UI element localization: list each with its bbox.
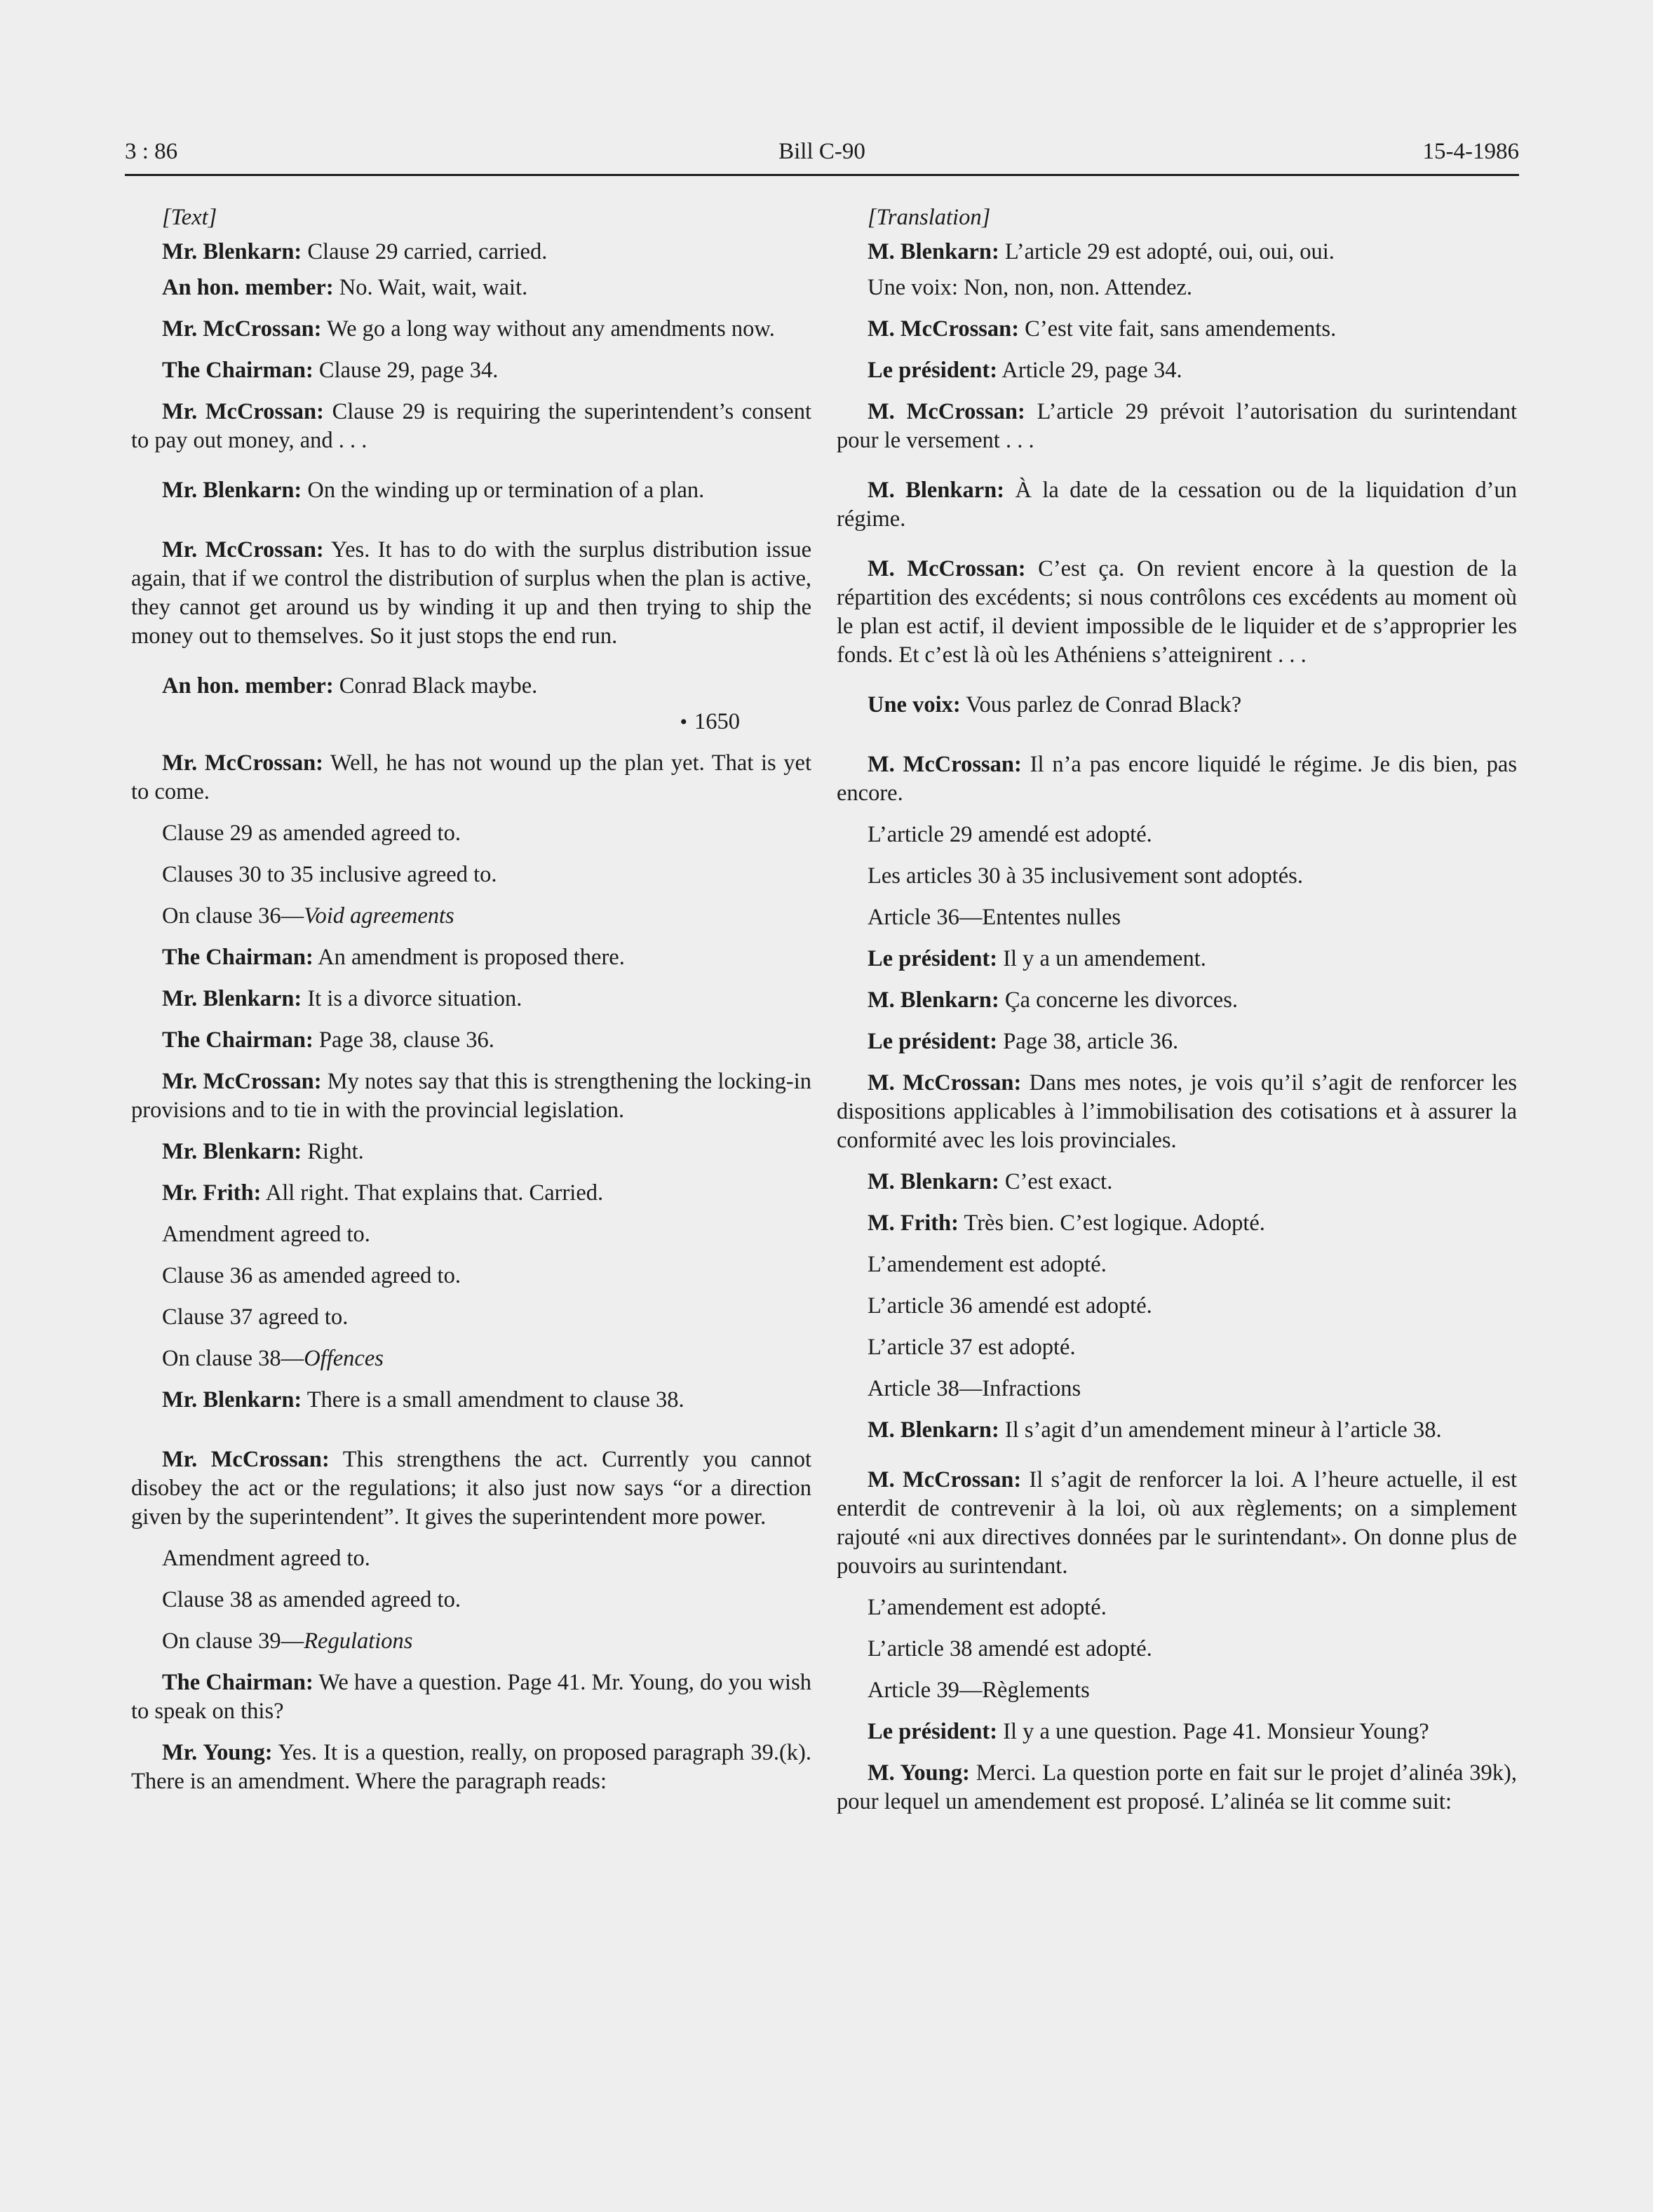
document-date: 15-4-1986	[1422, 139, 1519, 164]
speech: Le président: Il y a une question. Page 41. Monsieur Young?	[868, 1719, 1429, 1744]
french-column	[837, 203, 1517, 1829]
speech: M. McCrossan: C’est ça. On revient encore à la question de la répartition des excédents; si nous contrôlons ces excédents au moment où le plan est actif, il devient impossible de le liquider et de s’approprier les fonds. Et c’est là où les Athéniens s’atteignirent . . .	[837, 556, 1517, 668]
proceeding: Clause 37 agreed to.	[162, 1304, 349, 1330]
speech: The Chairman: We have a question. Page 41. Mr. Young, do you wish to speak on this?	[131, 1670, 811, 1724]
proceeding: On clause 36—Void agreements	[162, 903, 454, 929]
proceeding: Article 38—Infractions	[868, 1376, 1081, 1401]
speech: Une voix: Non, non, non. Attendez.	[868, 275, 1193, 300]
proceeding: L’article 37 est adopté.	[868, 1335, 1076, 1360]
speech: Mr. Frith: All right. That explains that. Carried.	[162, 1180, 604, 1206]
proceeding: On clause 39—Regulations	[162, 1628, 413, 1654]
speech: Mr. McCrossan: Well, he has not wound up the plan yet. That is yet to come.	[131, 750, 812, 804]
english-column	[131, 203, 811, 1809]
speech: Le président: Il y a un amendement.	[868, 946, 1206, 971]
column-label: [Text]	[162, 205, 217, 230]
speech: M. Blenkarn: Il s’agit d’un amendement mineur à l’article 38.	[868, 1417, 1442, 1443]
speech: M. McCrossan: Il s’agit de renforcer la loi. A l’heure actuelle, il est enterdit de contrevenir à la loi, où aux règlements; on a simplement rajouté «ni aux directives données par le surintendant». On donne plus de pouvoirs au surintendant.	[837, 1467, 1518, 1579]
proceeding: Clauses 30 to 35 inclusive agreed to.	[162, 862, 497, 887]
speech: M. Blenkarn: Ça concerne les divorces.	[868, 987, 1238, 1013]
proceeding: L’article 29 amendé est adopté.	[868, 822, 1152, 847]
speech: Mr. Blenkarn: On the winding up or termination of a plan.	[162, 478, 705, 503]
proceeding: Amendment agreed to.	[162, 1222, 370, 1247]
speech: An hon. member: Conrad Black maybe.	[162, 673, 538, 699]
proceeding: On clause 38—Offences	[162, 1346, 384, 1371]
speech: M. Blenkarn: À la date de la cessation ou de la liquidation d’un régime.	[837, 478, 1518, 532]
speech: Mr. Blenkarn: It is a divorce situation.	[162, 986, 522, 1011]
page-number: 3 : 86	[125, 139, 178, 164]
speech: Une voix: Vous parlez de Conrad Black?	[868, 692, 1242, 717]
proceeding: Les articles 30 à 35 inclusivement sont adoptés.	[868, 863, 1303, 889]
speech: Mr. Young: Yes. It is a question, really, on proposed paragraph 39.(k). There is an amendment. Where the paragraph reads:	[131, 1740, 811, 1794]
speech: M. Blenkarn: C’est exact.	[868, 1169, 1113, 1194]
speech: M. Frith: Très bien. C’est logique. Adopté.	[868, 1210, 1265, 1236]
speech: M. McCrossan: C’est vite fait, sans amendements.	[868, 316, 1337, 342]
header-rule	[125, 174, 1519, 176]
proceeding: L’article 36 amendé est adopté.	[868, 1293, 1152, 1319]
speech: M. McCrossan: Dans mes notes, je vois qu’il s’agit de renforcer les dispositions applicables à l’immobilisation des cotisations et à assurer la conformité avec les lois provinciales.	[837, 1070, 1517, 1153]
proceeding: Clause 29 as amended agreed to.	[162, 821, 461, 846]
proceeding: Article 39—Règlements	[868, 1678, 1090, 1703]
proceeding: Clause 36 as amended agreed to.	[162, 1263, 461, 1288]
proceeding: L’amendement est adopté.	[868, 1252, 1107, 1277]
speech: The Chairman: An amendment is proposed there.	[162, 945, 625, 970]
proceeding: Article 36—Ententes nulles	[868, 905, 1121, 930]
speech: M. McCrossan: Il n’a pas encore liquidé le régime. Je dis bien, pas encore.	[837, 752, 1517, 806]
proceeding: Clause 38 as amended agreed to.	[162, 1587, 461, 1612]
speech: An hon. member: No. Wait, wait, wait.	[162, 275, 528, 300]
speech: Mr. McCrossan: Yes. It has to do with the surplus distribution issue again, that if we control the distribution of surplus when the plan is active, they cannot get around us by winding it up and then trying to ship the money out to themselves. So it just stops the end run.	[131, 537, 811, 649]
speech: M. Young: Merci. La question porte en fait sur le projet d’alinéa 39k), pour lequel un amendement est proposé. L’alinéa se lit comme suit:	[837, 1760, 1517, 1814]
speech: The Chairman: Clause 29, page 34.	[162, 358, 499, 383]
speech: M. McCrossan: L’article 29 prévoit l’autorisation du surintendant pour le versement . . .	[837, 399, 1517, 453]
speech: Mr. McCrossan: We go a long way without any amendments now.	[162, 316, 775, 342]
speech: Mr. Blenkarn: Clause 29 carried, carried.	[162, 239, 548, 264]
speech: Le président: Page 38, article 36.	[868, 1029, 1179, 1054]
speech: Mr. McCrossan: Clause 29 is requiring the superintendent’s consent to pay out money, and . . .	[131, 399, 812, 453]
speech: Mr. McCrossan: My notes say that this is strengthening the locking-in provisions and to tie in with the provincial legislation.	[131, 1069, 811, 1123]
page-header	[125, 139, 1519, 171]
proceeding: L’amendement est adopté.	[868, 1595, 1107, 1620]
speech: Le président: Article 29, page 34.	[868, 358, 1182, 383]
speech: Mr. McCrossan: This strengthens the act. Currently you cannot disobey the act or the regulations; it also just now says “or a direction given by the superintendent”. It gives the superintendent more power.	[131, 1447, 812, 1530]
proceeding: L’article 38 amendé est adopté.	[868, 1636, 1152, 1661]
document-title: Bill C-90	[778, 139, 865, 164]
proceeding: Amendment agreed to.	[162, 1546, 370, 1571]
timestamp: • 1650	[680, 709, 740, 734]
column-label: [Translation]	[868, 205, 991, 230]
speech: The Chairman: Page 38, clause 36.	[162, 1027, 494, 1053]
speech: Mr. Blenkarn: There is a small amendment to clause 38.	[162, 1387, 684, 1412]
speech: Mr. Blenkarn: Right.	[162, 1139, 364, 1164]
speech: M. Blenkarn: L’article 29 est adopté, oui, oui, oui.	[868, 239, 1335, 264]
